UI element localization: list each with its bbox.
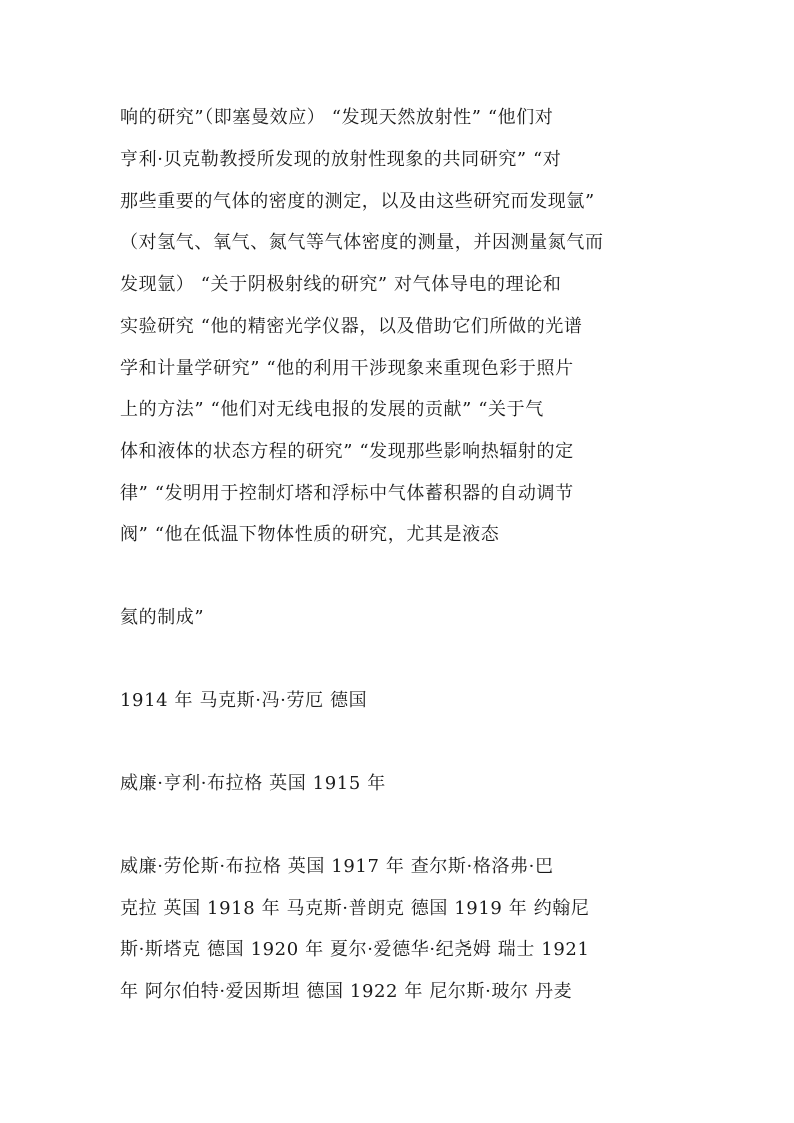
paragraph-1-line: 实验研究 “他的精密光学仪器，以及借助它们所做的光谱	[120, 316, 583, 337]
paragraph-1-line: 律” “发明用于控制灯塔和浮标中气体蓄积器的自动调节	[120, 483, 574, 504]
paragraph-5-line: 年 阿尔伯特·爱因斯坦 德国 1922 年 尼尔斯·玻尔 丹麦	[120, 981, 573, 1002]
paragraph-1-line: 亨利·贝克勒教授所发现的放射性现象的共同研究” “对	[120, 149, 562, 170]
paragraph-5-line: 威廉·劳伦斯·布拉格 英国 1917 年 查尔斯·格洛弗·巴	[120, 856, 554, 877]
paragraph-5-line: 克拉 英国 1918 年 马克斯·普朗克 德国 1919 年 约翰尼	[120, 898, 590, 919]
paragraph-3: 1914 年 马克斯·冯·劳厄 德国	[120, 690, 368, 711]
paragraph-1-line: 体和液体的状态方程的研究” “发现那些影响热辐射的定	[120, 441, 574, 462]
paragraph-2: 氦的制成”	[120, 607, 205, 628]
paragraph-4: 威廉·亨利·布拉格 英国 1915 年	[120, 773, 386, 794]
paragraph-5-line: 斯·斯塔克 德国 1920 年 夏尔·爱德华·纪尧姆 瑞士 1921	[120, 939, 590, 960]
paragraph-1-line: 上的方法” “他们对无线电报的发展的贡献” “关于气	[120, 399, 544, 420]
paragraph-1-line: 学和计量学研究” “他的利用干涉现象来重现色彩于照片	[120, 358, 574, 379]
paragraph-1-line: 阀” “他在低温下物体性质的研究，尤其是液态	[120, 524, 500, 545]
paragraph-1-line: 发现氩） “关于阴极射线的研究” 对气体导电的理论和	[120, 274, 562, 295]
paragraph-1-line: 响的研究”（即塞曼效应） “发现天然放射性” “他们对	[120, 107, 554, 128]
paragraph-1-line: 那些重要的气体的密度的测定，以及由这些研究而发现氩”	[120, 191, 595, 212]
paragraph-1-line: （对氢气、氧气、氮气等气体密度的测量，并因测量氮气而	[120, 232, 604, 253]
